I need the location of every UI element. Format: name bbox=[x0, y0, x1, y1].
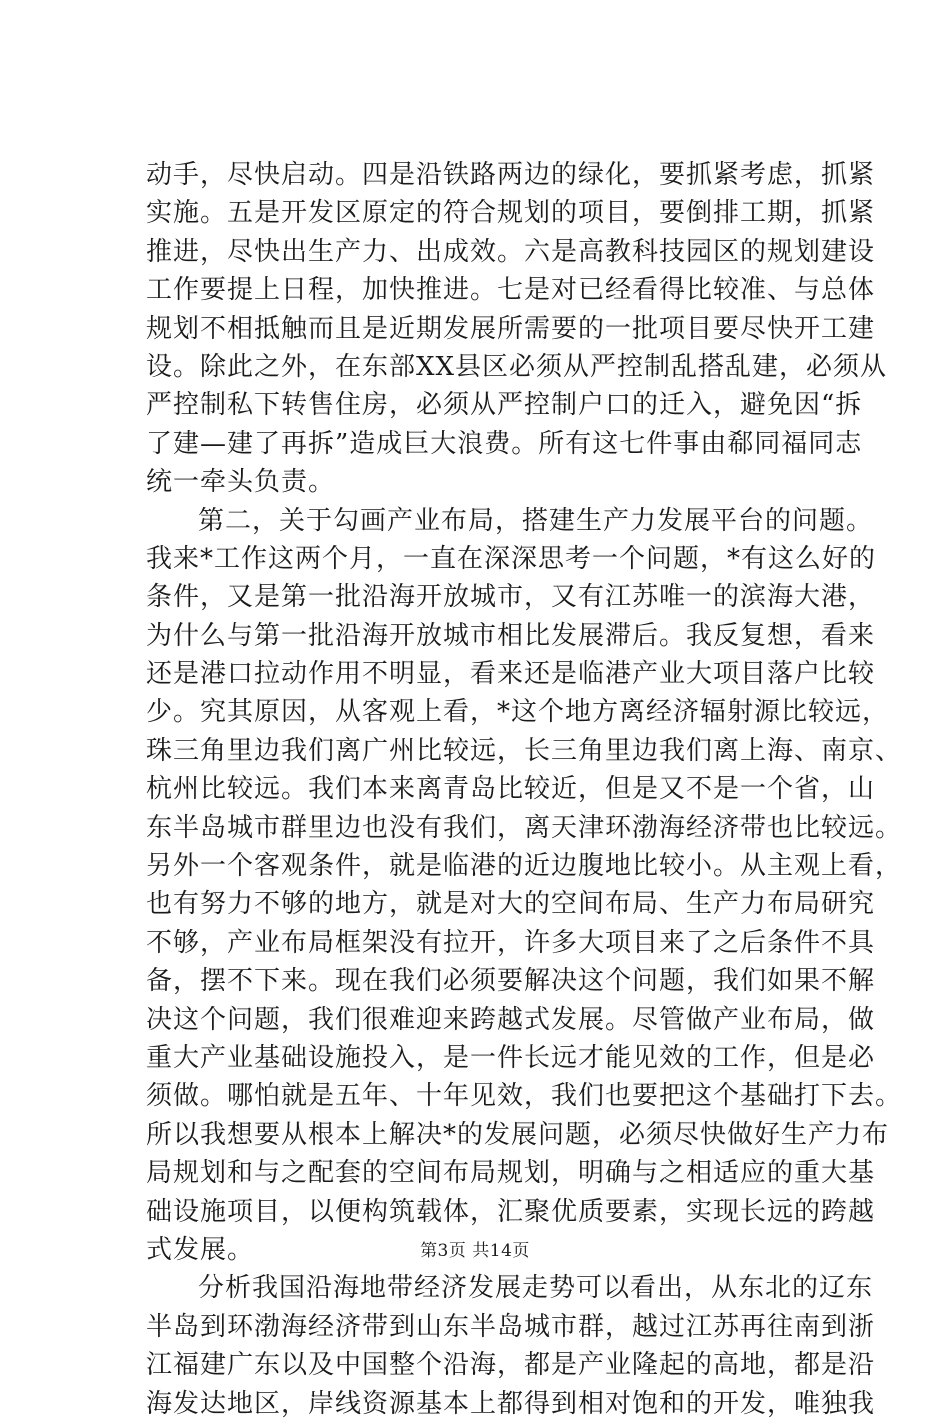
text-line: 础设施项目，以便构筑载体，汇聚优质要素，实现长远的跨越 bbox=[146, 1196, 876, 1227]
text-line: 重大产业基础设施投入，是一件长远才能见效的工作，但是必 bbox=[146, 1042, 876, 1073]
text-line: 式发展。 bbox=[146, 1234, 255, 1265]
text-line: 统一牵头负责。 bbox=[146, 467, 336, 498]
body-text bbox=[146, 156, 903, 1423]
text-line: 备，摆不下来。现在我们必须要解决这个问题，我们如果不解 bbox=[146, 966, 876, 997]
text-line: 珠三角里边我们离广州比较远，长三角里边我们离上海、南京、 bbox=[146, 735, 903, 766]
text-line: 分析我国沿海地带经济发展走势可以看出，从东北的辽东 bbox=[198, 1273, 874, 1304]
text-line: 少。究其原因，从客观上看，*这个地方离经济辐射源比较远， bbox=[146, 697, 890, 728]
text-line: 第二，关于勾画产业布局，搭建生产力发展平台的问题。 bbox=[198, 505, 874, 536]
text-line: 实施。五是开发区原定的符合规划的项目，要倒排工期，抓紧 bbox=[146, 198, 876, 229]
text-line: 规划不相抵触而且是近期发展所需要的一批项目要尽快开工建 bbox=[146, 313, 876, 344]
text-line: 设。除此之外，在东部XX县区必须从严控制乱搭乱建，必须从 bbox=[146, 351, 888, 382]
text-line: 江福建广东以及中国整个沿海，都是产业隆起的高地，都是沿 bbox=[146, 1350, 876, 1381]
text-line: 动手，尽快启动。四是沿铁路两边的绿化，要抓紧考虑，抓紧 bbox=[146, 160, 876, 190]
text-line: 所以我想要从根本上解决*的发展问题，必须尽快做好生产力布 bbox=[146, 1119, 890, 1150]
page-footer: 第3页 共14页 bbox=[420, 1241, 530, 1261]
text-line: 不够，产业布局框架没有拉开，许多大项目来了之后条件不具 bbox=[146, 927, 876, 958]
text-line: 了建—建了再拆”造成巨大浪费。所有这七件事由郗同福同志 bbox=[146, 428, 863, 459]
text-line: 决这个问题，我们很难迎来跨越式发展。尽管做产业布局，做 bbox=[146, 1004, 876, 1035]
text-line: 须做。哪怕就是五年、十年见效，我们也要把这个基础打下去。 bbox=[146, 1081, 903, 1112]
text-line: 还是港口拉动作用不明显，看来还是临港产业大项目落户比较 bbox=[146, 659, 876, 690]
text-line: 也有努力不够的地方，就是对大的空间布局、生产力布局研究 bbox=[146, 889, 876, 920]
text-line: 另外一个客观条件，就是临港的近边腹地比较小。从主观上看， bbox=[146, 851, 903, 882]
text-line: 为什么与第一批沿海开放城市相比发展滞后。我反复想，看来 bbox=[146, 620, 876, 651]
text-line: 严控制私下转售住房，必须从严控制户口的迁入，避免因“拆 bbox=[146, 390, 863, 421]
text-line: 条件，又是第一批沿海开放城市，又有江苏唯一的滨海大港， bbox=[146, 582, 876, 613]
text-line: 推进，尽快出生产力、出成效。六是高教科技园区的规划建设 bbox=[146, 236, 876, 267]
text-line: 杭州比较远。我们本来离青岛比较近，但是又不是一个省，山 bbox=[146, 774, 876, 805]
text-line: 海发达地区，岸线资源基本上都得到相对饱和的开发，唯独我 bbox=[146, 1388, 876, 1419]
text-line: 我来*工作这两个月，一直在深深思考一个问题，*有这么好的 bbox=[146, 543, 877, 574]
text-line: 工作要提上日程，加快推进。七是对已经看得比较准、与总体 bbox=[146, 275, 876, 306]
text-line: 局规划和与之配套的空间布局规划，明确与之相适应的重大基 bbox=[146, 1158, 876, 1189]
text-line: 东半岛城市群里边也没有我们，离天津环渤海经济带也比较远。 bbox=[146, 812, 903, 843]
text-line: 半岛到环渤海经济带到山东半岛城市群，越过江苏再往南到浙 bbox=[146, 1311, 876, 1342]
